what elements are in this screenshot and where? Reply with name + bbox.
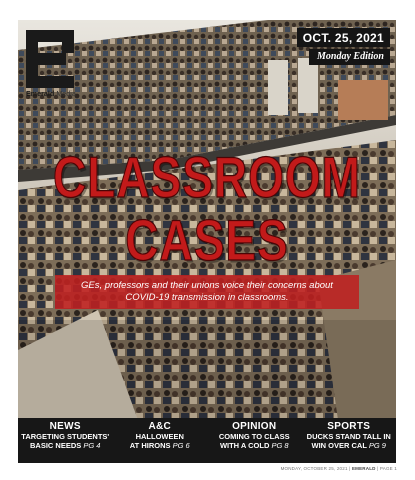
teaser-news[interactable] (18, 418, 113, 463)
headline-deck: GEs, professors and their unions voice their concerns about COVID-19 transmission in classrooms. (55, 275, 359, 309)
teaser-line: WIN OVER CAL PG 9 (311, 441, 386, 450)
teaser-section: A&C (148, 421, 172, 432)
teaser-opinion[interactable] (207, 418, 302, 463)
teaser-arts-culture[interactable] (113, 418, 208, 463)
headline-line-2: CASES (125, 207, 289, 273)
teaser-page: PG 9 (368, 441, 386, 450)
emerald-logo-icon (26, 30, 74, 88)
edition-label: Monday Edition (309, 49, 390, 65)
page-footer: MONDAY, OCTOBER 25, 2021 | EMERALD | PAGE 1 (280, 466, 397, 471)
teaser-line: HALLOWEEN (135, 432, 184, 441)
emerald-logo[interactable] (26, 30, 78, 100)
teaser-line: DUCKS STAND TALL IN (306, 432, 391, 441)
section-teasers (18, 418, 396, 463)
teaser-line: AT HIRONS PG 6 (129, 441, 190, 450)
teaser-line: TARGETING STUDENTS' (21, 432, 110, 441)
teaser-page: PG 4 (83, 441, 101, 450)
teaser-section: SPORTS (327, 421, 371, 432)
teaser-sports[interactable] (302, 418, 397, 463)
teaser-page: PG 6 (172, 441, 190, 450)
issue-date-box (297, 28, 390, 65)
teaser-page: PG 8 (271, 441, 289, 450)
logo-wordmark: Emerald Media (26, 91, 76, 98)
teaser-line: WITH A COLD PG 8 (219, 441, 289, 450)
teaser-line: COMING TO CLASS (218, 432, 290, 441)
teaser-section: NEWS (49, 421, 81, 432)
issue-date: OCT. 25, 2021 (297, 28, 390, 47)
headline-line-1: CLASSROOM (53, 144, 361, 210)
teaser-line: BASIC NEEDS PG 4 (30, 441, 101, 450)
front-page-cover (18, 20, 396, 463)
teaser-section: OPINION (232, 421, 277, 432)
